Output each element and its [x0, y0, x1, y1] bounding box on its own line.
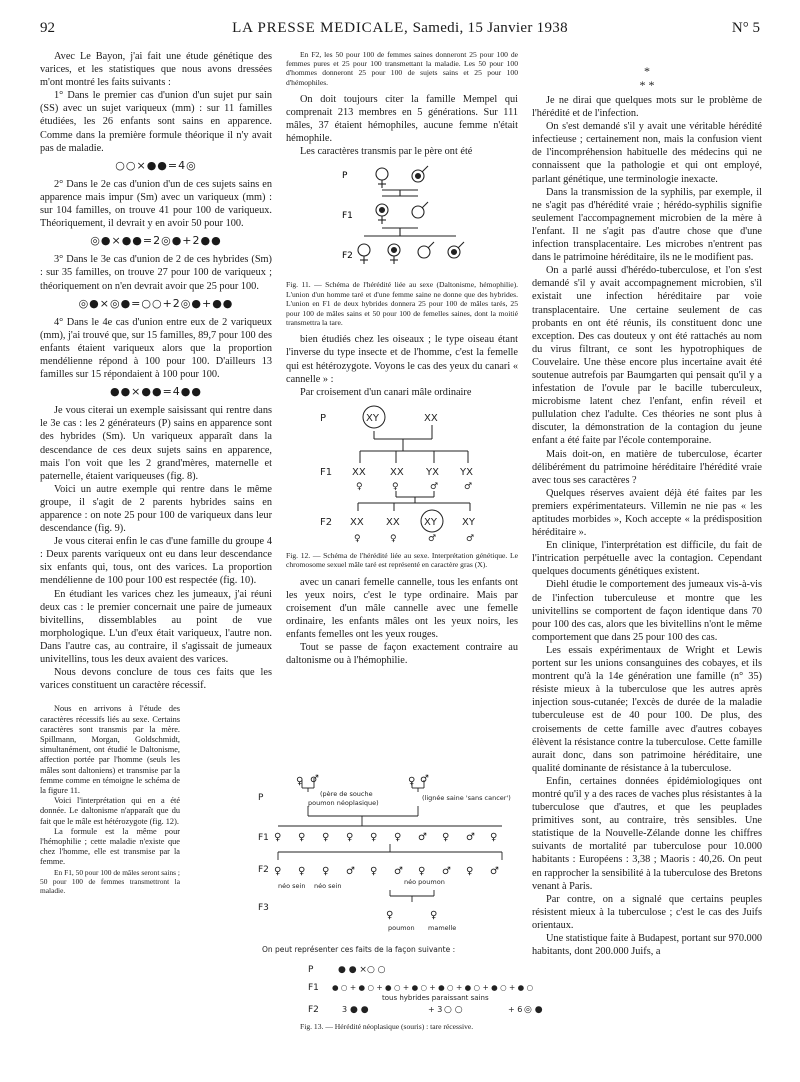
chromosome-pair: YX [426, 466, 439, 478]
figure-13 [252, 772, 562, 1020]
male-sign: ♂ [346, 866, 355, 877]
figure-note: On peut représenter ces faits de la façon suivante : [262, 945, 456, 954]
paragraph: En F2, les 50 pour 100 de femmes saines donneront 25 pour 100 de femmes pures et 25 pour 100 transmettant la maladie. Les 50 pour 100 d'hommes donneront 25 pour 100 de sujets sains et 25 pour 100 d'hémophiles. [286, 50, 518, 87]
figure-caption: Fig. 12. — Schéma de l'hérédité liée au sexe. Interprétation génétique. Le chromosome sexuel mâle taré est représenté en caractère gras (X). [286, 550, 518, 570]
chromosome-pair: XX [424, 412, 438, 424]
female-affected-sign: ♀ [322, 866, 330, 877]
female-sign: ♀ [274, 832, 282, 843]
female-sign: ♀ [298, 832, 306, 843]
annotation: poumon [388, 924, 415, 932]
genotype-symbols: ● ● [350, 1005, 369, 1015]
generation-label: F2 [342, 251, 353, 262]
genotype-count: + 6 [508, 1005, 523, 1014]
male-sign: ♂ [394, 866, 403, 877]
formula: ●●×●●=4●● [109, 385, 203, 399]
genotype-count: 3 [342, 1005, 348, 1014]
paragraph: Mais doit-on, en matière de tuberculose, écarter délibérément du patrimoine héréditaire l'hérédité vraie avec tous ses caractères ? [532, 448, 762, 486]
chromosome-pair: YX [460, 466, 473, 478]
paragraph: Enfin, certaines données épidémiologiques ont montré qu'il y a des races de vaches plus résistantes à la tuberculose que d'autres, et que les peuplades primitives sont, au contraire, très sensibles. Une statistique de la Nouvelle-Zélande donne les chiffres suivants de mortalité par tuberculose pour 10.000 habitants : Européens : 3,38 ; Maoris : 40,26. On peut en rapprocher la sensibilité à la tuberculose des Bretons venant à Paris. [532, 775, 762, 892]
female-sign: ♀ [466, 866, 474, 877]
paragraph: Tout se passe de façon exactement contraire au daltonisme ou à l'hémophilie. [286, 642, 518, 667]
annotation: néo poumon [404, 878, 445, 886]
formula: ○○×●●=4◎ [115, 158, 197, 172]
generation-label: P [320, 412, 327, 424]
annotation: (lignée saine 'sans cancer') [422, 794, 511, 802]
male-sign: ♂ [430, 481, 439, 492]
female-symbol [358, 244, 370, 256]
paragraph: Les caractères transmis par le père ont été [300, 146, 473, 158]
paragraph: Les essais expérimentaux de Wright et Lewis portent sur les unions consanguines des cobayes, et ils montrent qu'à la 14e génération une famille (n° 35) résiste mieux à la tuberculose que les autres après injection sous-cutanée; l'excès de durée de la maladie tuberculeuse est de 40 pour 100. De plus, des croisements de cette famille avec d'autres cobayes élèvent la résistance contre la tuberculose. Cette famille aurait donc, dans son patrimoine héréditaire, une qualité dominante de résistance à la tuberculose. [532, 644, 762, 774]
chromosome-pair: XX [350, 516, 364, 528]
section-separator: * [644, 64, 650, 78]
female-sign: ♀ [356, 481, 363, 492]
paragraph: En étudiant les varices chez les jumeaux, j'ai réuni deux cas : le premier concernait une paire de jumeaux bivitellins, dissemblables au point de vue morphologique. L'un d'eux était variqueux, l'autre non. Dans l'autre cas, au contraire, il s'agissait de jumeaux univitellins, tous les deux avaient des varices. [40, 588, 272, 666]
paragraph: Dans la transmission de la syphilis, par exemple, il ne s'agit pas d'hérédité vraie ; hérédo-syphilis signifie seulement l'accompagnement microbien de la mère à l'enfant. Il ne s'agit pas d'autre chose que d'une infection transplacentaire. Les microbes n'entrent pas dans le patrimoine héréditaire, ils ne le modifient pas. [532, 186, 762, 264]
paragraph: Par croisement d'un canari mâle ordinaire [300, 386, 472, 398]
female-sign: ♀ [298, 866, 306, 877]
column-2 [286, 50, 518, 667]
section-separator: * * [639, 78, 655, 92]
paragraph: Je ne dirai que quelques mots sur le problème de l'hérédité et de l'infection. [532, 95, 762, 120]
annotation: poumon néoplasique) [308, 799, 379, 807]
paragraph: Nous devons conclure de tous ces faits que les varices constituent un caractère récessif. [40, 667, 272, 692]
male-sign: ♂ [464, 481, 473, 492]
female-sign: ♀ [442, 832, 450, 843]
paragraph: Avec Le Bayon, j'ai fait une étude génétique des varices, et les statistiques que nous avons dressées m'ont montré les faits suivants : [40, 51, 272, 89]
paragraph: Voici l'interprétation qui en a été donnée. Le daltonisme n'apparaît que du fait que le mâle est hétérozygote (fig. 12). [40, 796, 180, 826]
annotation: mamelle [428, 924, 457, 932]
male-affected-sign: ♂ [310, 774, 319, 785]
paragraph: Je vous citerai un exemple saisissant qui rentre dans le 3e cas : les 2 générateurs (P) sains en apparence sont des hybrides (Sm). Un variqueux apparaît dans la descendance de ces deux sujets sains en apparence, mais l'on voit que les 2 grand'mères, maternelle et paternelle, étaient variqueuses (fig. 8). [40, 405, 272, 482]
figure-caption: Fig. 13. — Hérédité néoplasique (souris) : tare récessive. [300, 1022, 474, 1031]
generation-label: F1 [258, 833, 269, 843]
chromosome-pair: XY [424, 516, 437, 528]
issue-date: Samedi, 15 Janvier 1938 [412, 20, 568, 36]
female-affected-sign: ♀ [386, 910, 394, 921]
figure-note: tous hybrides paraissant sains [382, 994, 489, 1002]
female-sign: ♀ [370, 866, 378, 877]
paragraph: 3° Dans le 3e cas d'union de 2 de ces hybrides (Sm) : sur 35 familles, on trouve 27 pour 100 de variqueux ; théoriquement on n'en devrait avoir que 25 pour 100. [40, 254, 272, 292]
paragraph: Voici un autre exemple qui rentre dans le même groupe, il s'agit de 2 parents hybrides sains en apparence : on note 25 pour 100 de variqueux dans leur descendance (fig. 9). [40, 483, 272, 535]
female-sign: ♀ [408, 776, 416, 787]
paragraph: Une statistique faite à Budapest, portant sur 970.000 habitants, dont 200.000 Juifs, a [532, 933, 762, 958]
female-affected-sign: ♀ [274, 866, 282, 877]
formula: ◎●×◎●=○○+2◎●+●● [78, 296, 234, 310]
genotype-symbols: ◎ ● [524, 1005, 543, 1015]
annotation: néo sein [278, 882, 306, 890]
female-sign: ♀ [346, 832, 354, 843]
journal-title: LA PRESSE MEDICALE, [232, 20, 409, 36]
figure-12 [286, 401, 518, 549]
genotype-symbols: ● ● ×○ ○ [338, 965, 386, 975]
female-sign: ♀ [370, 832, 378, 843]
male-sign: ♂ [428, 533, 437, 544]
genotype-symbols: ○ ○ [444, 1005, 463, 1015]
paragraph: Diehl étudie le comportement des jumeaux vis-à-vis de l'infection tuberculeuse et montre que les univitellins se comportent de façon identique dans 70 pour 100 des cas, alors que les bivitellins n'ont le même comportement que dans 25 pour 100 des cas. [532, 579, 762, 643]
female-sign: ♀ [322, 832, 330, 843]
column-3 [532, 64, 762, 958]
paragraph: La formule est la même pour l'hémophilie ; cette maladie n'existe que chez l'homme, elle est transmise par la femme. [40, 826, 180, 867]
generation-label: F1 [308, 983, 319, 993]
paragraph: On a parlé aussi d'hérédo-tuberculose, et l'on s'est demandé s'il y avait accompagnement microbien, s'il existait une infection héréditaire par voie transplacentaire. Une certaine seulement de cas probants en ont été réunis, ils constituent donc une exception. Des cas douteux y ont été rattachés au nom du virus filtrant, ce sont les hypotrophiques de Couvelaire. Une thèse encore plus incertaine avait été soutenue autrefois par Baumgarten qui pensait qu'il y a infestation de l'ovule par le bacille tuberculeux, microbisme latent chez l'enfant, enfin réveil et pullulation chez l'adulte. Ces théories ne sont plus à discuter, la démonstration de la contagion du jeune enfant a été faite par l'école contemporaine. [532, 265, 762, 447]
paragraph: 1° Dans le premier cas d'union d'un sujet pur sain (SS) avec un sujet variqueux (mm) : sur 11 familles étudiées, les 26 enfants sont sains en apparence. Comme dans la première formule théorique il n'y avait pas de maladie. [40, 90, 272, 154]
figure-11 [286, 160, 518, 278]
generation-label: P [308, 965, 314, 975]
page-header [40, 20, 760, 40]
paragraph: 2° Dans le 2e cas d'union d'un de ces sujets sains en apparence mais impur (Sm) avec un variqueux (mm) : sur 104 familles, on trouve 41 pour 100 de variqueux. Théoriquement, il devrait y en avoir 50 pour 100. [40, 178, 272, 230]
generation-label: F2 [320, 516, 333, 528]
chromosome-pair: XX [390, 466, 404, 478]
figure-caption: Fig. 11. — Schéma de l'hérédité liée au sexe (Daltonisme, hémophilie). L'union d'un homme taré et d'une femme saine ne donne que des hybrides. L'union en F1 de deux hybrides donnera 25 pour 100 de mâles tarés, 25 pour 100 de mâles sains et 50 pour 100 de femelles saines, dont la moitié transmettra la tare. [286, 280, 518, 327]
male-sign: ♂ [418, 832, 427, 843]
chromosome-pair: XX [386, 516, 400, 528]
chromosome-pair: XY [366, 412, 379, 424]
genotype-symbols: ● ○ + ● ○ + ● ○ + ● ○ + ● ○ + ● ○ + ● ○ + ● ○ [332, 983, 534, 992]
paragraph: Je vous citerai enfin le cas d'une famille du groupe 4 : Deux parents variqueux ont eu dans leur descendance six enfants qui, tous, ont des varices. La proportion mendélienne de 100 pour 100 est respectée (fig. 10). [40, 536, 272, 587]
paragraph: avec un canari femelle cannelle, tous les enfants ont les yeux noirs, c'est le type ordinaire. Mais par croisement d'un mâle cannelle avec une femelle ordinaire, les enfants mâles ont les yeux noirs, les enfants femelles ont les yeux rouges. [286, 576, 518, 640]
generation-label: F1 [342, 211, 353, 222]
generation-label: P [258, 793, 264, 803]
male-sign: ♂ [466, 832, 475, 843]
generation-label: F2 [258, 865, 269, 875]
paragraph: On doit toujours citer la famille Mempel qui comprenait 213 membres en 5 générations. Sur 111 mâles, 37 étaient hémophiles, aucune femme n'était hémophile. [286, 93, 518, 145]
generation-label: F1 [320, 466, 333, 478]
female-symbol [376, 168, 388, 180]
generation-label: P [342, 171, 348, 182]
paragraph: Par contre, on a signalé que certains peuples résistent mieux à la tuberculose ; c'est le cas des Juifs orientaux. [532, 893, 762, 931]
female-affected-sign: ♀ [430, 910, 438, 921]
paragraph: Nous en arrivons à l'étude des caractères récessifs liés au sexe. Certains caractères sont transmis par la mère. Spillmann, Morgan, Goldschmidt, simultanément, ont étudié le Daltonisme, affection portée par l'homme (seuls les mâles sont daltoniens) et transmise par la femme comme en témoigne le schéma de la figure 11. [40, 704, 180, 795]
female-sign: ♀ [394, 832, 402, 843]
paragraph: bien étudiés chez les oiseaux ; le type oiseau étant l'inverse du type insecte et de l'homme, c'est la femelle qui est hétérozygote. Voyons le cas des yeux du canari « cannelle » : [286, 334, 518, 385]
issue-number: N° 5 [731, 20, 760, 36]
male-sign: ♂ [420, 774, 429, 785]
paragraph: Quelques réserves avaient déjà été faites par les premiers expérimentateurs. Villemin ne nie pas « les aptitudes morbides », Koch accepte « la prédisposition héréditaire ». [532, 487, 762, 539]
paragraph: En F1, 50 pour 100 de mâles seront sains ; 50 pour 100 de femmes transmettront la maladie. [40, 867, 180, 895]
formula: ◎●×●●=2◎●+2●● [90, 234, 222, 248]
female-sign: ♀ [490, 832, 498, 843]
female-sign: ♀ [392, 481, 399, 492]
paragraph: On s'est demandé s'il y avait une véritable hérédité infectieuse ; certainement non, mais la confusion vient de l'incompréhension habituelle des médecins qui ne connaissent que la pathologie et qui ont employé, parlant génétique, une terminologie inexacte. [532, 121, 762, 185]
male-sign: ♂ [490, 866, 499, 877]
female-affected-sign: ♀ [418, 866, 426, 877]
generation-label: F2 [308, 1005, 319, 1015]
chromosome-pair: XY [462, 516, 475, 528]
female-affected-sign: ♀ [296, 776, 304, 787]
genotype-count: + 3 [428, 1005, 443, 1014]
female-sign: ♀ [354, 533, 361, 544]
annotation: néo sein [314, 882, 342, 890]
page-number: 92 [40, 20, 55, 36]
female-sign: ♀ [390, 533, 397, 544]
paragraph: 4° Dans le 4e cas d'union entre eux de 2 variqueux (mm), j'ai trouvé que, sur 15 familles, 89,7 pour 100 des enfants étaient variqueux alors que la proportion mendélienne répond à 100 pour 100. D'ailleurs 13 familles sur 15 répondaient à 100 pour 100. [40, 316, 272, 381]
column-1 [40, 50, 272, 895]
chromosome-pair: XX [352, 466, 366, 478]
male-sign: ♂ [442, 866, 451, 877]
generation-label: F3 [258, 903, 269, 913]
male-sign: ♂ [466, 533, 475, 544]
annotation: (père de souche [320, 790, 373, 798]
paragraph: En clinique, l'interprétation est difficile, du fait de l'intrication perpétuelle avec la contagion. Cependant quelques documents génétiques existent. [532, 540, 762, 578]
